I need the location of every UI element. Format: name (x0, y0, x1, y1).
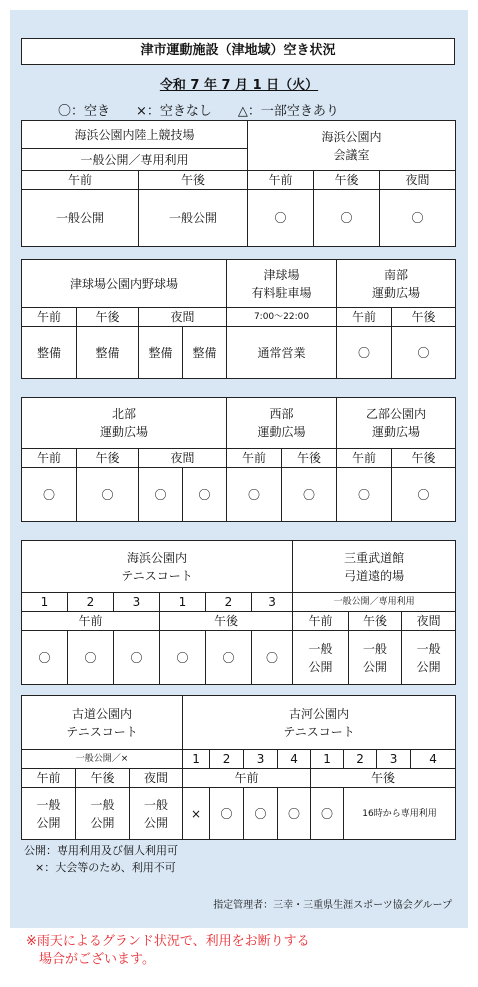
status-cell: 16時から専用利用 (344, 788, 456, 840)
page-title: 津市運動施設（津地域）空き状況 (21, 38, 455, 65)
status-cell: 整備 (77, 327, 139, 379)
period-header: 午後 (282, 449, 337, 468)
status-cell: 〇 (278, 788, 311, 840)
status-cell: 一般 公開 (349, 631, 402, 685)
period-header: 午後 (77, 449, 139, 468)
table-kaihin-stadium (21, 120, 456, 247)
status-cell: 一般 公開 (22, 788, 76, 840)
period-header: 夜間 (130, 769, 183, 788)
court-number: 2 (68, 593, 114, 612)
period-header: 午前 (183, 769, 311, 788)
status-cell: 通常営業 (227, 327, 337, 379)
usage-type: 一般公開／× (22, 750, 183, 769)
status-cell: 〇 (244, 788, 278, 840)
court-number: 3 (252, 593, 293, 612)
status-cell: 一般 公開 (293, 631, 349, 685)
court-number: 4 (278, 750, 311, 769)
period-header: 午前 (248, 171, 314, 190)
court-number: 1 (311, 750, 344, 769)
facility-name: 西部 運動広場 (227, 398, 337, 449)
period-header: 午後 (311, 769, 456, 788)
court-number: 1 (160, 593, 206, 612)
table-sports-fields (21, 397, 456, 522)
court-number: 2 (344, 750, 377, 769)
period-header: 夜間 (139, 308, 227, 327)
period-header: 午前 (337, 449, 392, 468)
status-cell: 〇 (392, 468, 456, 522)
period-header: 午後 (392, 308, 456, 327)
court-number: 3 (244, 750, 278, 769)
status-cell: 一般公開 (22, 190, 139, 247)
status-cell: 〇 (337, 327, 392, 379)
court-number: 3 (114, 593, 160, 612)
period-header: 午後 (349, 612, 402, 631)
status-cell: 〇 (68, 631, 114, 685)
notes: 公開：専用利用及び個人利用可 ×：大会等のため、利用不可 (24, 844, 178, 874)
period-header: 午前 (22, 449, 77, 468)
court-number: 1 (22, 593, 68, 612)
status-cell: 〇 (160, 631, 206, 685)
period-header: 午前 (337, 308, 392, 327)
status-cell: 〇 (380, 190, 456, 247)
period-header: 夜間 (139, 449, 227, 468)
period-header: 午前 (22, 612, 160, 631)
period-header: 夜間 (402, 612, 456, 631)
date-label: 令和 7 年 7 月 1 日（火） (159, 78, 319, 93)
status-cell: 〇 (183, 468, 227, 522)
facility-name: 海浜公園内 会議室 (248, 121, 456, 171)
usage-type: 一般公開／専用利用 (22, 149, 248, 171)
facility-name: 乙部公園内 運動広場 (337, 398, 456, 449)
status-cell: 〇 (314, 190, 380, 247)
status-cell: 〇 (248, 190, 314, 247)
status-cell: 〇 (392, 327, 456, 379)
rain-warning: ※雨天によるグランド状況で、利用をお断りする 場合がございます。 (26, 934, 310, 967)
legend: 〇：空き ×：空きなし △：一部空きあり (58, 104, 339, 119)
status-cell: 一般公開 (139, 190, 248, 247)
period-header: 午後 (314, 171, 380, 190)
status-cell: × (183, 788, 210, 840)
facility-name: 南部 運動広場 (337, 260, 456, 308)
status-cell: 〇 (227, 468, 282, 522)
period-header: 午前 (227, 449, 282, 468)
court-number: 2 (206, 593, 252, 612)
facility-name: 津球場公園内野球場 (22, 260, 227, 308)
hours-header: 7:00～22:00 (227, 308, 337, 327)
status-cell: 〇 (282, 468, 337, 522)
status-cell: 整備 (183, 327, 227, 379)
status-cell: 整備 (139, 327, 183, 379)
operator: 指定管理者：三幸・三重県生涯スポーツ協会グループ (213, 900, 452, 911)
period-header: 午後 (77, 308, 139, 327)
status-cell: 〇 (22, 631, 68, 685)
table-baseball (21, 259, 456, 379)
facility-name: 津球場 有料駐車場 (227, 260, 337, 308)
status-cell: 〇 (311, 788, 344, 840)
status-cell: 整備 (22, 327, 77, 379)
facility-name: 北部 運動広場 (22, 398, 227, 449)
period-header: 午後 (76, 769, 130, 788)
period-header: 午前 (22, 769, 76, 788)
court-number: 3 (377, 750, 411, 769)
period-header: 午後 (392, 449, 456, 468)
period-header: 午前 (22, 171, 139, 190)
facility-name: 海浜公園内陸上競技場 (22, 121, 248, 149)
status-cell: 〇 (252, 631, 293, 685)
facility-name: 古道公園内 テニスコート (22, 696, 183, 750)
usage-type: 一般公開／専用利用 (293, 593, 456, 612)
period-header: 午前 (293, 612, 349, 631)
facility-name: 海浜公園内 テニスコート (22, 541, 293, 593)
facility-name: 三重武道館 弓道遠的場 (293, 541, 456, 593)
status-cell: 一般 公開 (130, 788, 183, 840)
court-number: 1 (183, 750, 210, 769)
status-cell: 〇 (206, 631, 252, 685)
status-cell: 〇 (210, 788, 244, 840)
period-header: 午後 (139, 171, 248, 190)
status-cell: 一般 公開 (402, 631, 456, 685)
facility-name: 古河公園内 テニスコート (183, 696, 456, 750)
status-cell: 〇 (337, 468, 392, 522)
status-cell: 一般 公開 (76, 788, 130, 840)
status-cell: 〇 (22, 468, 77, 522)
period-header: 午前 (22, 308, 77, 327)
status-cell: 〇 (77, 468, 139, 522)
status-cell: 〇 (114, 631, 160, 685)
period-header: 夜間 (380, 171, 456, 190)
court-number: 2 (210, 750, 244, 769)
table-tennis-kodo-furukawa (21, 695, 456, 840)
table-tennis-kaihin (21, 540, 456, 685)
period-header: 午後 (160, 612, 293, 631)
court-number: 4 (411, 750, 456, 769)
status-cell: 〇 (139, 468, 183, 522)
